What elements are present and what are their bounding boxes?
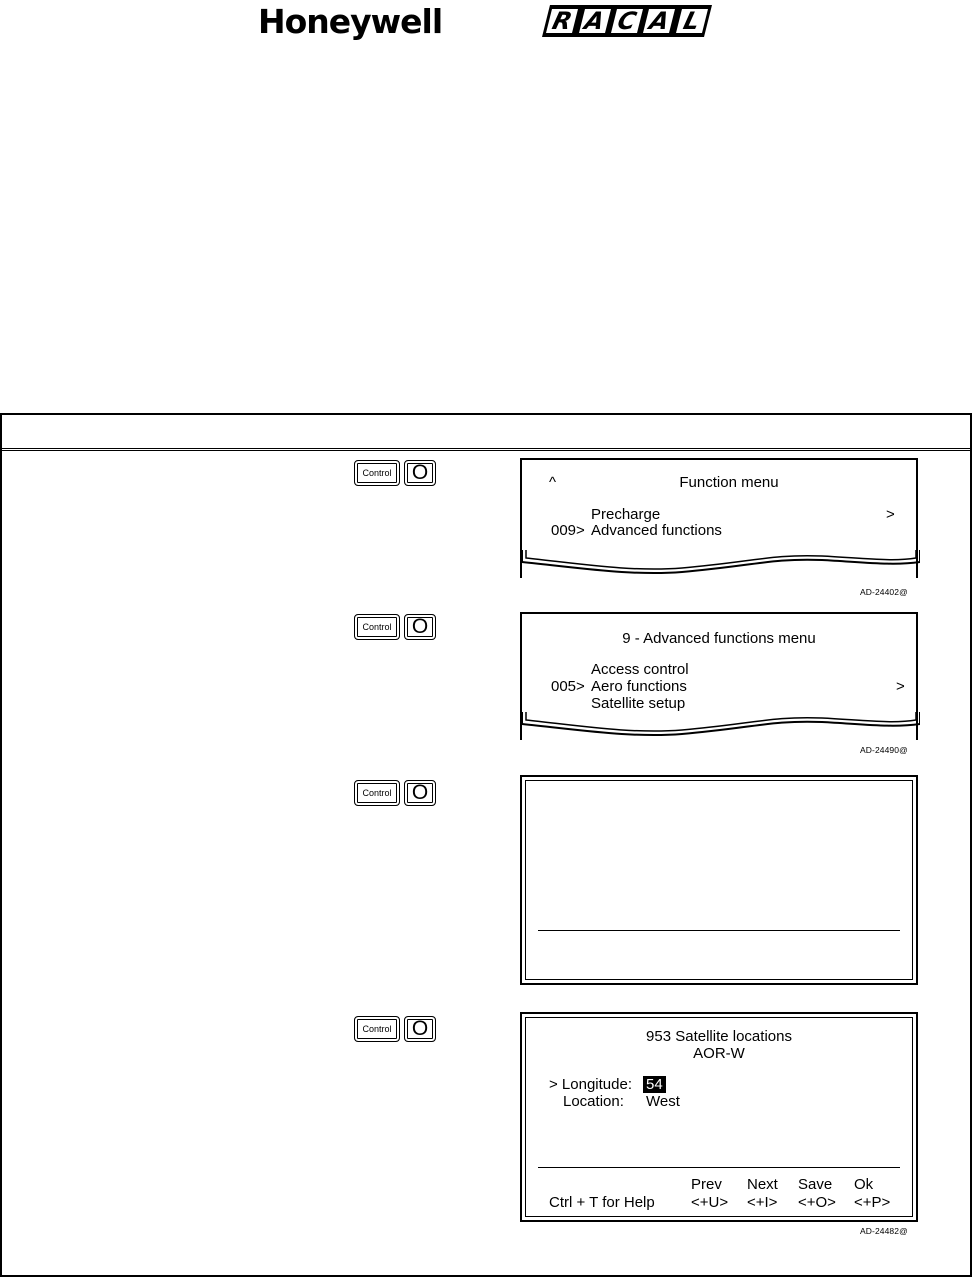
location-label: Location: bbox=[563, 1093, 624, 1110]
racal-letter: A bbox=[579, 9, 611, 33]
display-inner-border bbox=[525, 780, 913, 980]
longitude-field bbox=[643, 1076, 666, 1093]
menu-item-precharge: Precharge bbox=[591, 506, 661, 523]
display-wave-edge bbox=[522, 550, 920, 580]
display-function-menu bbox=[520, 458, 918, 578]
racal-logo bbox=[542, 5, 712, 37]
control-key-icon: Control bbox=[354, 1016, 400, 1042]
next-key-hint: <+I> bbox=[747, 1194, 778, 1211]
help-hint: Ctrl + T for Help bbox=[549, 1194, 655, 1211]
satellite-region: AOR-W bbox=[693, 1045, 745, 1062]
o-key-icon: O bbox=[404, 460, 436, 486]
ok-key-hint: <+P> bbox=[854, 1194, 891, 1211]
control-key-icon: Control bbox=[354, 460, 400, 486]
menu-selection-number: 005> bbox=[551, 678, 585, 695]
screen-title: Function menu bbox=[679, 474, 779, 491]
menu-item-access-control: Access control bbox=[591, 661, 689, 678]
save-label: Save bbox=[798, 1176, 833, 1193]
display-advanced-functions-menu bbox=[520, 612, 918, 740]
key-combo-step-2 bbox=[354, 614, 436, 640]
menu-item-advanced-functions: Advanced functions bbox=[591, 522, 722, 539]
menu-item-aero-functions: Aero functions bbox=[591, 678, 687, 695]
save-key-hint: <+O> bbox=[798, 1194, 836, 1211]
control-key-icon: Control bbox=[354, 614, 400, 640]
display-satellite-locations bbox=[520, 1012, 918, 1222]
longitude-value: 54 bbox=[643, 1076, 666, 1093]
figure-reference: AD-24482@ bbox=[860, 1226, 908, 1236]
honeywell-logo: Honeywell bbox=[258, 2, 443, 41]
display-blank bbox=[520, 775, 918, 985]
menu-item-satellite-setup: Satellite setup bbox=[591, 695, 686, 712]
menu-up-caret: ^ bbox=[549, 474, 557, 491]
control-key-icon: Control bbox=[354, 780, 400, 806]
figure-reference: AD-24490@ bbox=[860, 745, 908, 755]
table-header-row bbox=[2, 415, 970, 451]
longitude-label: > Longitude: bbox=[549, 1076, 632, 1093]
display-divider bbox=[538, 1167, 900, 1168]
display-divider bbox=[538, 930, 900, 931]
o-key-icon: O bbox=[404, 1016, 436, 1042]
screen-title: 9 - Advanced functions menu bbox=[622, 630, 816, 647]
key-combo-step-4 bbox=[354, 1016, 436, 1042]
ok-label: Ok bbox=[854, 1176, 874, 1193]
figure-reference: AD-24402@ bbox=[860, 587, 908, 597]
key-combo-step-3 bbox=[354, 780, 436, 806]
o-key-icon: O bbox=[404, 780, 436, 806]
submenu-arrow: > bbox=[896, 678, 905, 695]
display-wave-edge bbox=[522, 712, 920, 742]
next-label: Next bbox=[747, 1176, 778, 1193]
menu-selection-number: 009> bbox=[551, 522, 585, 539]
screen-title: 953 Satellite locations bbox=[646, 1028, 792, 1045]
o-key-icon: O bbox=[404, 614, 436, 640]
racal-letter: A bbox=[643, 9, 675, 33]
prev-key-hint: <+U> bbox=[691, 1194, 729, 1211]
prev-label: Prev bbox=[691, 1176, 722, 1193]
key-combo-step-1 bbox=[354, 460, 436, 486]
submenu-arrow: > bbox=[886, 506, 895, 523]
racal-letter: C bbox=[611, 9, 643, 33]
racal-letter: R bbox=[546, 9, 578, 33]
racal-letter: L bbox=[676, 9, 708, 33]
location-value: West bbox=[646, 1093, 680, 1110]
